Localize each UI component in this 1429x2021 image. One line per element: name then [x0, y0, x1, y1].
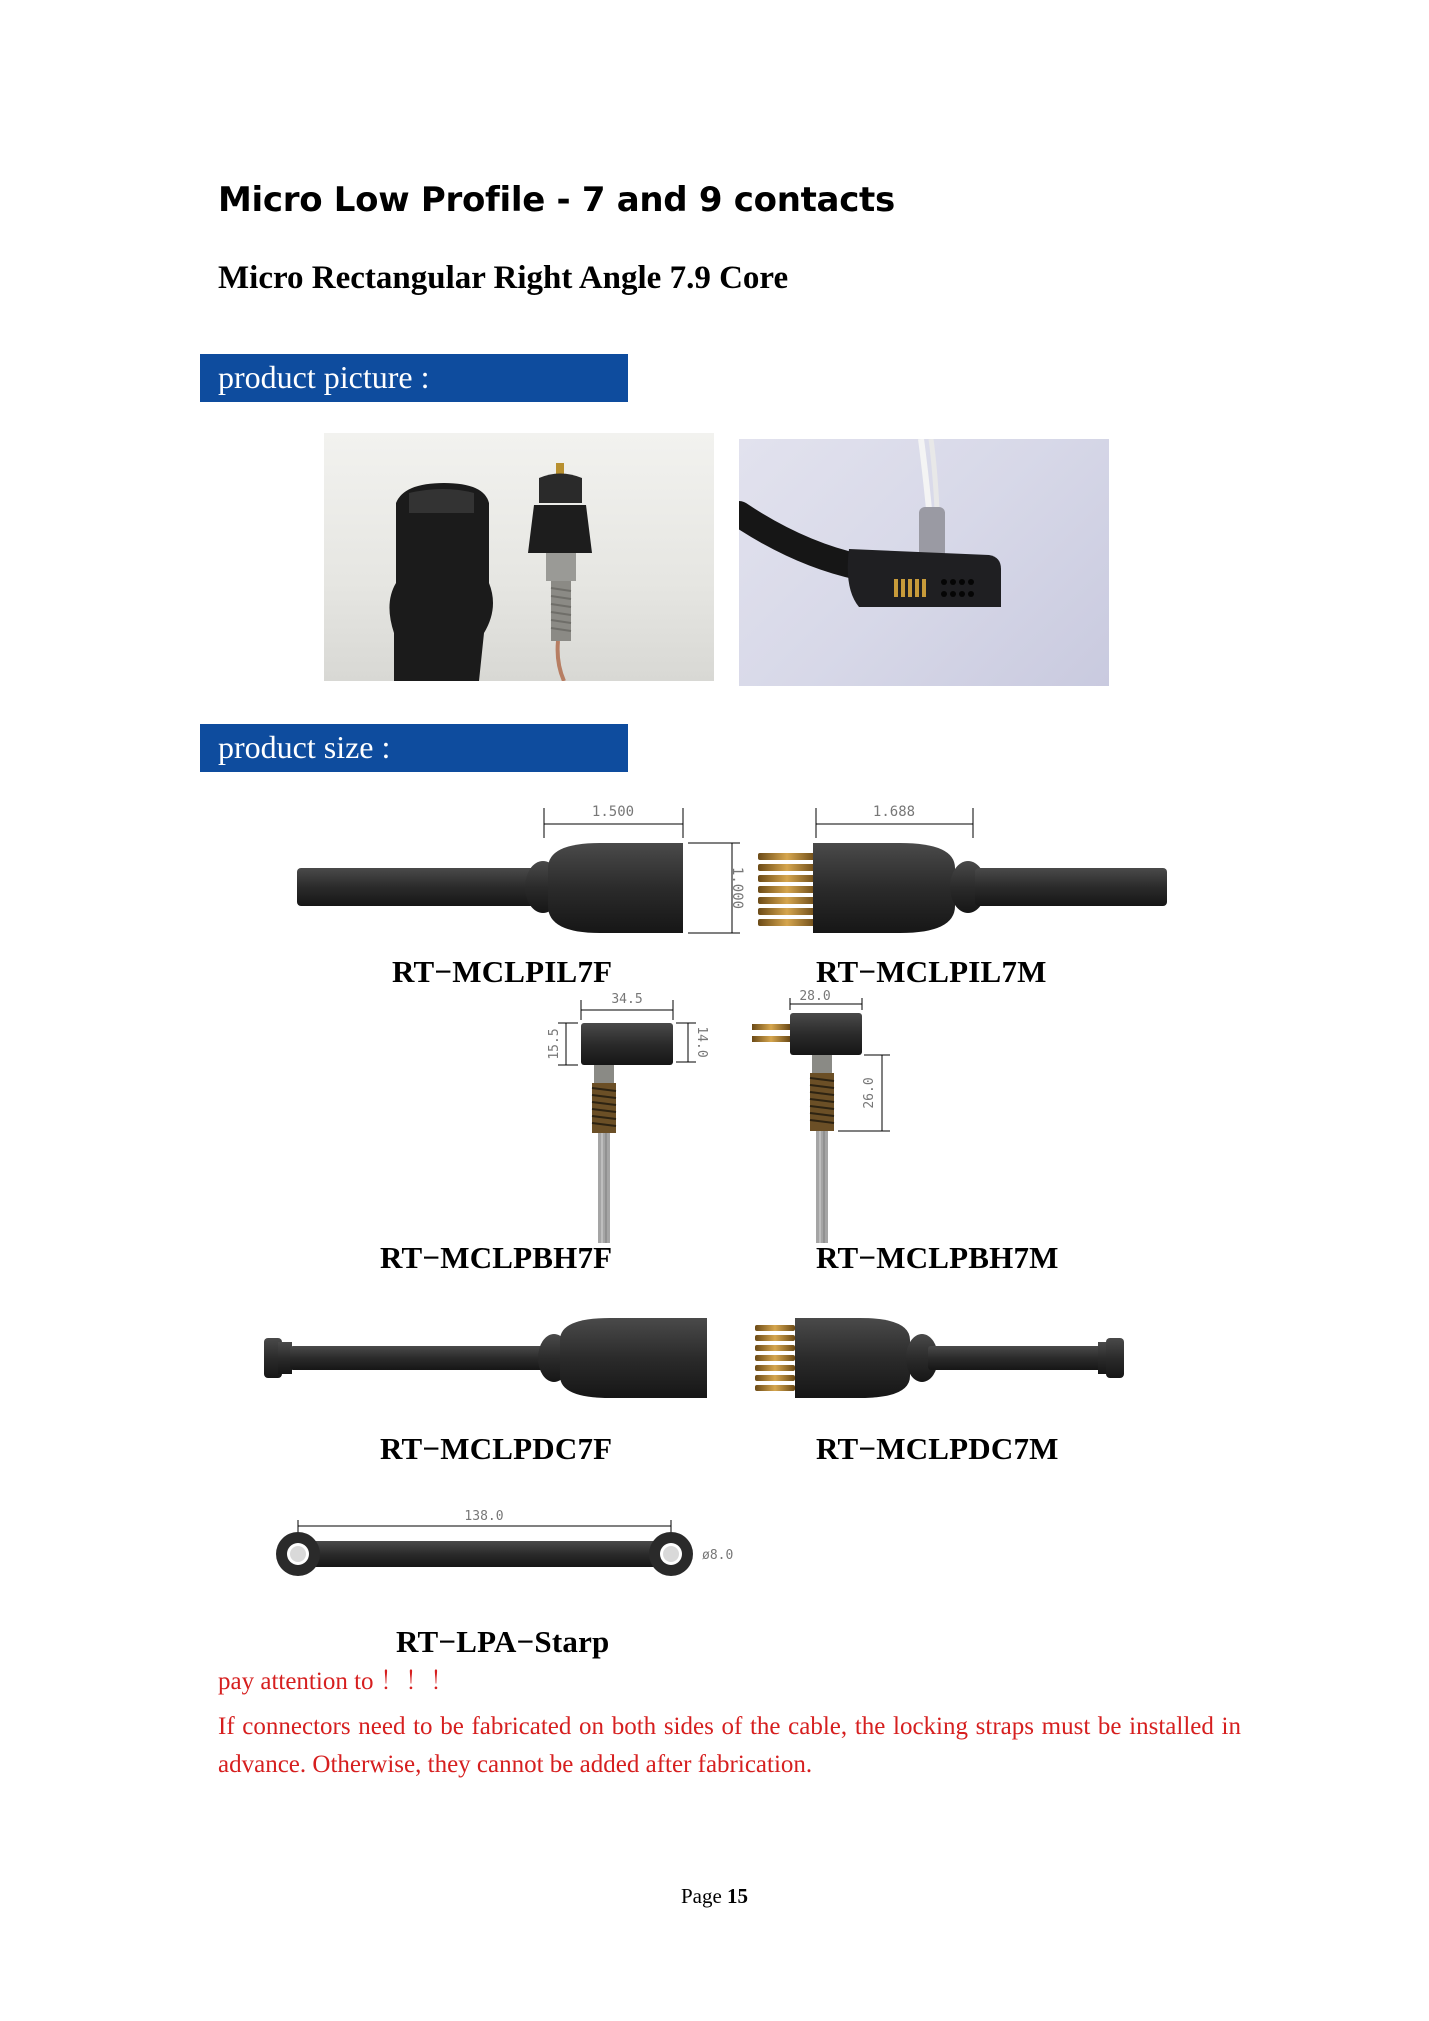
- drawing-mclpil7m: [758, 808, 1167, 933]
- dim-pil7f-width: 1.500: [591, 804, 635, 820]
- drawing-mclpdc7m: [755, 1318, 1124, 1398]
- page-subtitle: Micro Rectangular Right Angle 7.9 Core: [218, 260, 789, 296]
- dim-pil7m-width: 1.688: [872, 804, 916, 820]
- attention-text: pay attention to ！！！: [218, 1668, 455, 1695]
- dim-pbh7f-width: 34.5: [611, 992, 643, 1007]
- page-title: Micro Low Profile - 7 and 9 contacts: [218, 180, 895, 220]
- dim-pbh7m-width: 28.0: [799, 989, 831, 1004]
- page-prefix: Page: [680, 1884, 722, 1908]
- dim-pbh7f-height-right: 14.0: [694, 1026, 709, 1058]
- label-rt-mclpbh7m: RT−MCLPBH7M: [816, 1240, 1059, 1275]
- dim-pbh7f-height-left: 15.5: [547, 1028, 562, 1060]
- label-rt-mclpdc7f: RT−MCLPDC7F: [380, 1431, 613, 1466]
- drawing-mclpdc7f: [264, 1318, 707, 1398]
- label-rt-mclpil7m: RT−MCLPIL7M: [816, 954, 1047, 989]
- drawing-mclpil7f: [297, 808, 740, 933]
- label-rt-mclpbh7f: RT−MCLPBH7F: [380, 1240, 613, 1275]
- drawing-mclpbh7m: [752, 998, 890, 1243]
- page-number: 15: [727, 1884, 749, 1908]
- dim-strap-length: 138.0: [464, 1509, 504, 1524]
- dim-pbh7m-height: 26.0: [862, 1077, 877, 1109]
- section-header-product-picture: product picture :: [200, 354, 628, 402]
- page-footer: [0, 1884, 1429, 1909]
- drawing-mclpbh7f: [558, 1000, 696, 1243]
- dim-strap-diameter: ø8.0: [702, 1548, 734, 1563]
- label-rt-mclpdc7m: RT−MCLPDC7M: [816, 1431, 1059, 1466]
- label-rt-mclpil7f: RT−MCLPIL7F: [392, 954, 613, 989]
- label-rt-lpa-starp: RT−LPA−Starp: [396, 1624, 610, 1659]
- drawing-lpa-strap: [276, 1520, 693, 1576]
- fabrication-note: If connectors need to be fabricated on both sides of the cable, the locking straps must be installed in advance. Otherwise, they cannot be added after fabrication.: [218, 1713, 1241, 1778]
- dim-pil7f-height: 1.000: [729, 866, 745, 910]
- section-header-product-size: product size :: [200, 724, 628, 772]
